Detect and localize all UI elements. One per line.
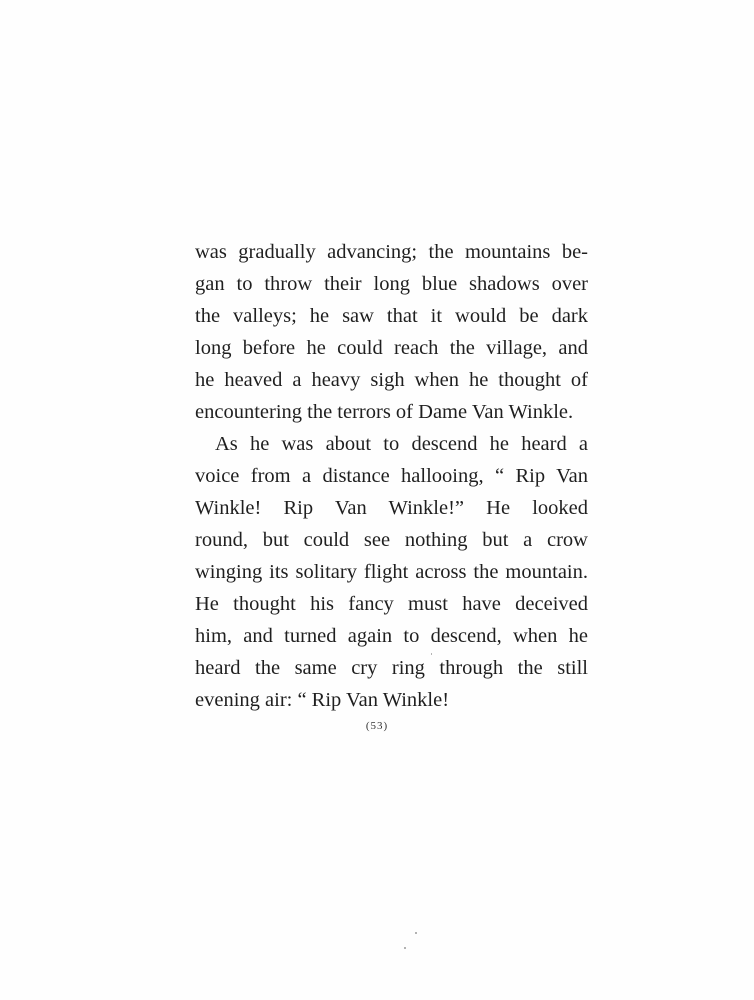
text-line: Winkle! Rip Van Winkle!” He looked [195,497,588,519]
text-line: round, but could see nothing but a crow [195,529,588,551]
text-line: was gradually advancing; the mountains be- [195,241,588,263]
text-line: encountering the terrors of Dame Van Winkle. [195,401,574,423]
paper-speck [431,653,432,655]
text-line: evening air: “ Rip Van Winkle! [195,689,450,711]
paper-speck [415,932,417,934]
text-line: the valleys; he saw that it would be dark [195,305,588,327]
text-line: voice from a distance hallooing, “ Rip Van [195,465,588,487]
text-line: him, and turned again to descend, when he [195,625,588,647]
text-line: he heaved a heavy sigh when he thought of [195,369,588,391]
text-line: heard the same cry ring through the still [195,657,588,679]
paper-speck [404,947,406,949]
text-line: long before he could reach the village, and [195,337,588,359]
body-text [195,236,588,716]
text-line: He thought his fancy must have deceived [195,593,588,615]
paragraph-start-line: As he was about to descend he heard a [215,433,588,455]
text-line: winging its solitary flight across the mountain. [195,561,588,583]
text-line: gan to throw their long blue shadows over [195,273,588,295]
page-number: (53) [365,720,389,732]
